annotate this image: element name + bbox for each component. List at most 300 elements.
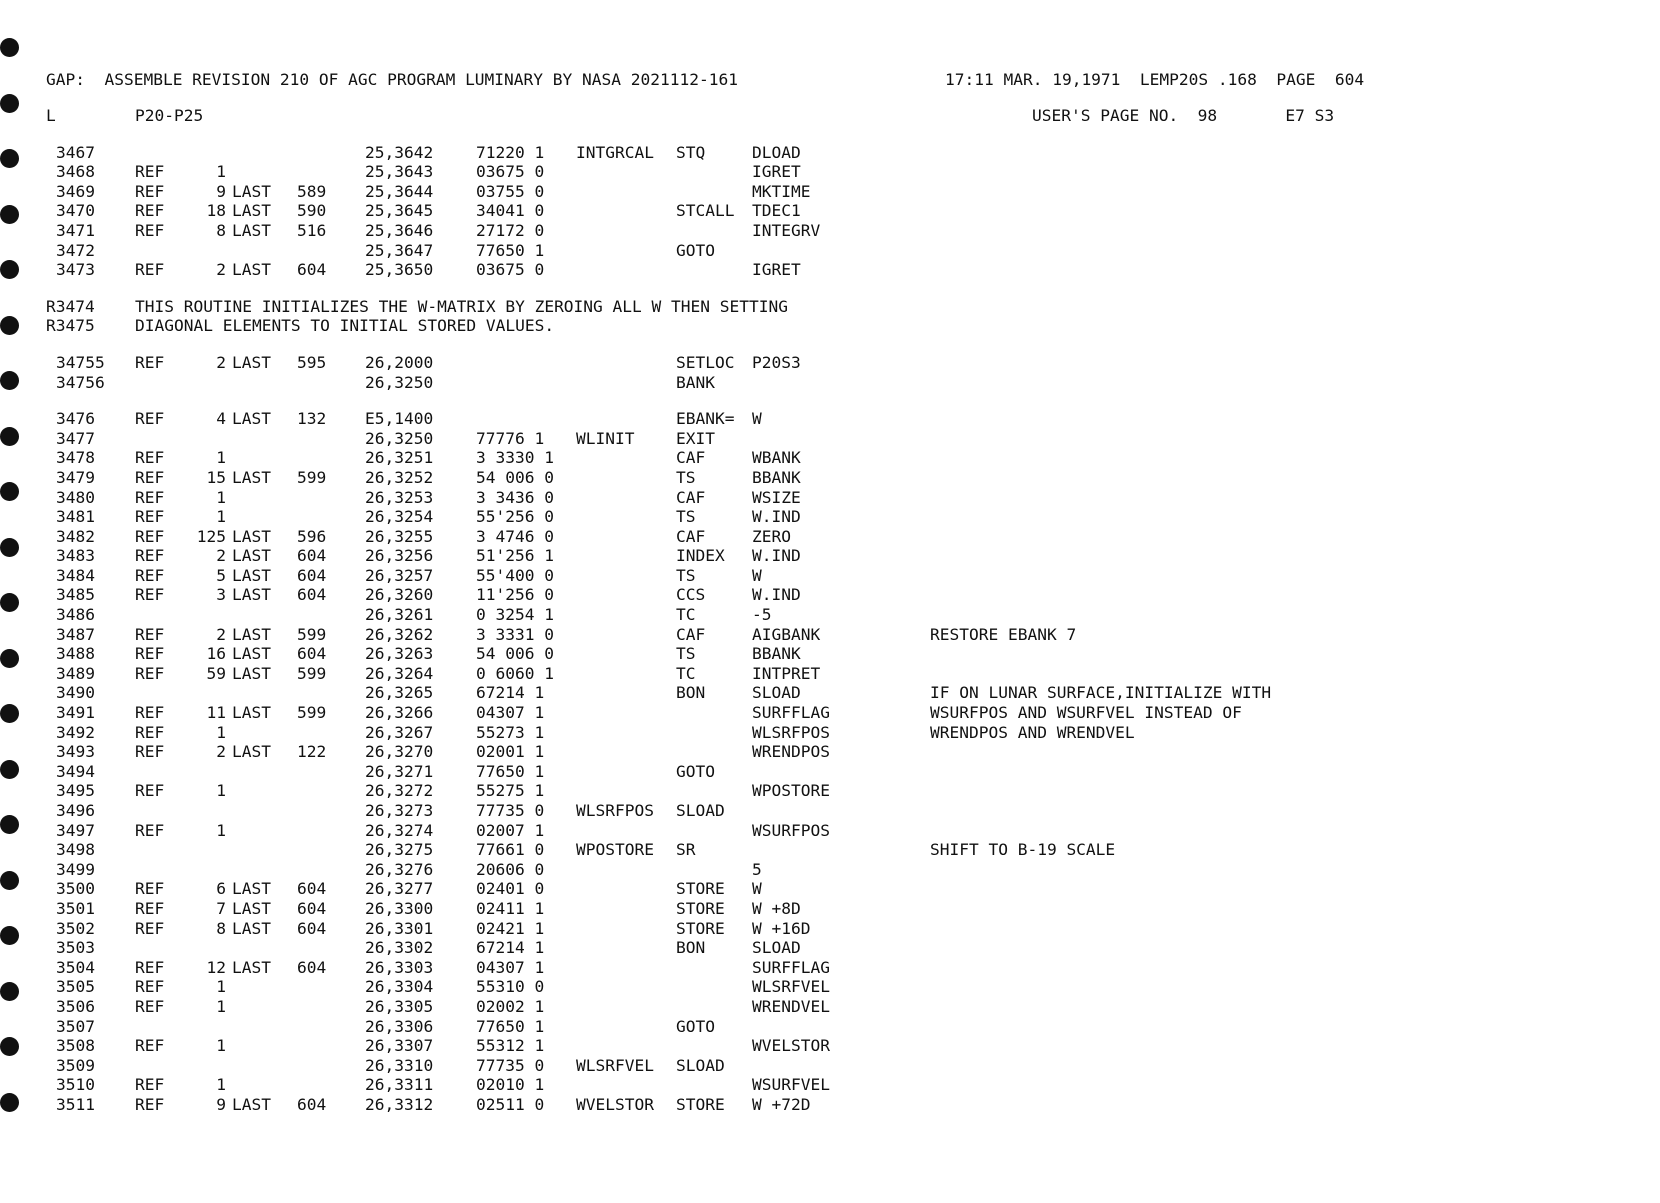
listing-line — [46, 703, 1626, 723]
col-op: STCALL — [676, 201, 735, 221]
col-ref: REF — [135, 918, 165, 938]
col-operand: MKTIME — [752, 181, 811, 201]
col-operand: W — [752, 565, 762, 585]
feed-hole — [0, 649, 19, 668]
feed-hole — [0, 1093, 19, 1112]
col-seq: 3491 — [56, 703, 95, 723]
col-last: LAST — [232, 703, 271, 723]
col-code: 3 4746 0 — [476, 526, 554, 546]
col-seq: 3472 — [56, 240, 95, 260]
col-operand: DLOAD — [752, 142, 801, 162]
col-ref: REF — [135, 507, 165, 527]
col-code: 04307 1 — [476, 703, 545, 723]
col-seq: 3478 — [56, 448, 95, 468]
col-seq: 3481 — [56, 507, 95, 527]
col-addr: 26,3266 — [365, 703, 434, 723]
listing-line — [46, 260, 1626, 280]
col-ref: REF — [135, 742, 165, 762]
listing-line — [46, 546, 1626, 566]
col-addr: 26,3305 — [365, 996, 434, 1016]
col-op: TS — [676, 467, 696, 487]
col-op: CAF — [676, 487, 706, 507]
col-addr: 26,3311 — [365, 1075, 434, 1095]
col-code: 67214 1 — [476, 683, 545, 703]
col-lno: 596 — [297, 526, 327, 546]
col-code: 55312 1 — [476, 1036, 545, 1056]
listing-line — [46, 585, 1626, 605]
col-operand: W — [752, 409, 762, 429]
col-last: LAST — [232, 585, 271, 605]
listing-line — [46, 448, 1626, 468]
col-operand: WLSRFPOS — [752, 722, 830, 742]
tractor-feed-holes — [0, 0, 30, 1203]
col-seq: 34755 — [56, 352, 105, 372]
listing-line — [46, 801, 1626, 821]
col-cnt: 2 — [216, 546, 226, 566]
listing-line — [46, 625, 1626, 645]
listing-line — [46, 977, 1626, 997]
col-operand: SURFFLAG — [752, 957, 830, 977]
col-seq: 3494 — [56, 761, 95, 781]
col-addr: 26,3302 — [365, 938, 434, 958]
col-ref: REF — [135, 977, 165, 997]
col-addr: 26,3256 — [365, 546, 434, 566]
col-cnt: 6 — [216, 879, 226, 899]
col-code: 02411 1 — [476, 898, 545, 918]
col-seq: 3499 — [56, 859, 95, 879]
col-lno: 599 — [297, 624, 327, 644]
col-ref: REF — [135, 879, 165, 899]
col-cnt: 1 — [216, 996, 226, 1016]
remark-line — [46, 297, 1626, 317]
feed-hole — [0, 371, 19, 390]
col-lno: 599 — [297, 663, 327, 683]
col-addr: 26,3271 — [365, 761, 434, 781]
col-operand: AIGBANK — [752, 624, 821, 644]
col-cnt: 11 — [206, 703, 226, 723]
col-code: 3 3436 0 — [476, 487, 554, 507]
col-label: WLINIT — [576, 428, 635, 448]
col-seq: 3476 — [56, 409, 95, 429]
subheader-letter: L — [46, 106, 56, 125]
col-seq: 3495 — [56, 781, 95, 801]
col-op: TS — [676, 565, 696, 585]
listing-line — [46, 468, 1626, 488]
col-cnt: 7 — [216, 898, 226, 918]
col-code: 02007 1 — [476, 820, 545, 840]
col-seq: 3502 — [56, 918, 95, 938]
col-ref: REF — [135, 546, 165, 566]
col-last: LAST — [232, 260, 271, 280]
col-seq: 3497 — [56, 820, 95, 840]
col-operand: WSIZE — [752, 487, 801, 507]
col-cnt: 1 — [216, 820, 226, 840]
col-code: 77661 0 — [476, 840, 545, 860]
col-cnt: 16 — [206, 644, 226, 664]
feed-hole — [0, 760, 19, 779]
page-header — [46, 70, 1626, 106]
col-last: LAST — [232, 565, 271, 585]
col-addr: 26,3253 — [365, 487, 434, 507]
col-op: SLOAD — [676, 1055, 725, 1075]
col-last: LAST — [232, 879, 271, 899]
col-code: 54 006 0 — [476, 644, 554, 664]
col-code: 02002 1 — [476, 996, 545, 1016]
col-last: LAST — [232, 918, 271, 938]
col-ref: REF — [135, 898, 165, 918]
col-ref: REF — [135, 1094, 165, 1114]
feed-hole — [0, 871, 19, 890]
col-cnt: 3 — [216, 585, 226, 605]
col-seq: 3487 — [56, 624, 95, 644]
col-op: CCS — [676, 585, 706, 605]
col-cnt: 2 — [216, 352, 226, 372]
listing-line — [46, 241, 1626, 261]
listing-line — [46, 938, 1626, 958]
col-code: 77650 1 — [476, 1016, 545, 1036]
listing-line — [46, 527, 1626, 547]
col-op: CAF — [676, 448, 706, 468]
col-cnt: 1 — [216, 1075, 226, 1095]
listing-line — [46, 605, 1626, 625]
col-comment: IF ON LUNAR SURFACE,INITIALIZE WITH — [930, 683, 1272, 703]
col-addr: 26,3263 — [365, 644, 434, 664]
feed-hole — [0, 815, 19, 834]
col-op: CAF — [676, 624, 706, 644]
col-code: 20606 0 — [476, 859, 545, 879]
col-label: WPOSTORE — [576, 840, 654, 860]
col-seq: 3467 — [56, 142, 95, 162]
remark-text: DIAGONAL ELEMENTS TO INITIAL STORED VALUES. — [135, 316, 555, 336]
feed-hole — [0, 260, 19, 279]
col-addr: 26,3275 — [365, 840, 434, 860]
col-operand: W.IND — [752, 546, 801, 566]
col-code: 77650 1 — [476, 761, 545, 781]
col-cnt: 8 — [216, 220, 226, 240]
listing-line — [46, 742, 1626, 762]
col-code: 71220 1 — [476, 142, 545, 162]
col-op: EBANK= — [676, 409, 735, 429]
col-code: 04307 1 — [476, 957, 545, 977]
col-op: BON — [676, 938, 706, 958]
remark-seq: R3475 — [46, 316, 95, 336]
col-operand: W.IND — [752, 585, 801, 605]
feed-hole — [0, 538, 19, 557]
listing-line — [46, 373, 1626, 393]
col-seq: 3498 — [56, 840, 95, 860]
col-seq: 3492 — [56, 722, 95, 742]
col-last: LAST — [232, 742, 271, 762]
remark-line — [46, 316, 1626, 336]
col-addr: 26,3307 — [365, 1036, 434, 1056]
col-cnt: 1 — [216, 781, 226, 801]
col-seq: 3469 — [56, 181, 95, 201]
col-ref: REF — [135, 722, 165, 742]
col-ref: REF — [135, 487, 165, 507]
col-addr: 26,3312 — [365, 1094, 434, 1114]
col-operand: W +8D — [752, 898, 801, 918]
col-addr: 26,3267 — [365, 722, 434, 742]
listing-line — [46, 1095, 1626, 1115]
col-last: LAST — [232, 181, 271, 201]
col-ref: REF — [135, 201, 165, 221]
col-lno: 604 — [297, 957, 327, 977]
col-seq: 3507 — [56, 1016, 95, 1036]
col-addr: 26,3261 — [365, 605, 434, 625]
col-last: LAST — [232, 467, 271, 487]
listing-line — [46, 201, 1626, 221]
col-op: STORE — [676, 879, 725, 899]
col-addr: 26,3300 — [365, 898, 434, 918]
col-ref: REF — [135, 162, 165, 182]
col-ref: REF — [135, 624, 165, 644]
col-code: 02401 0 — [476, 879, 545, 899]
col-code: 02010 1 — [476, 1075, 545, 1095]
col-seq: 3504 — [56, 957, 95, 977]
col-code: 0 6060 1 — [476, 663, 554, 683]
col-seq: 3473 — [56, 260, 95, 280]
col-operand: INTEGRV — [752, 220, 821, 240]
col-addr: 26,3306 — [365, 1016, 434, 1036]
col-op: GOTO — [676, 1016, 715, 1036]
feed-hole — [0, 94, 19, 113]
col-op: STORE — [676, 1094, 725, 1114]
col-last: LAST — [232, 220, 271, 240]
feed-hole — [0, 593, 19, 612]
col-seq: 3480 — [56, 487, 95, 507]
col-seq: 3471 — [56, 220, 95, 240]
col-op: TC — [676, 605, 696, 625]
col-ref: REF — [135, 781, 165, 801]
col-lno: 122 — [297, 742, 327, 762]
col-op: STQ — [676, 142, 706, 162]
col-last: LAST — [232, 409, 271, 429]
col-operand: WBANK — [752, 448, 801, 468]
col-seq: 3496 — [56, 801, 95, 820]
listing-line — [46, 899, 1626, 919]
col-cnt: 2 — [216, 624, 226, 644]
col-cnt: 9 — [216, 181, 226, 201]
col-addr: 26,3276 — [365, 859, 434, 879]
col-ref: REF — [135, 409, 165, 429]
remark-seq: R3474 — [46, 296, 95, 316]
col-cnt: 1 — [216, 162, 226, 182]
col-lno: 604 — [297, 260, 327, 280]
col-addr: 26,3301 — [365, 918, 434, 938]
col-addr: 26,3251 — [365, 448, 434, 468]
feed-hole — [0, 482, 19, 501]
col-operand: WRENDPOS — [752, 742, 830, 762]
feed-hole — [0, 704, 19, 723]
col-cnt: 2 — [216, 742, 226, 762]
col-code: 55275 1 — [476, 781, 545, 801]
col-addr: E5,1400 — [365, 409, 434, 429]
col-operand: SLOAD — [752, 938, 801, 958]
listing-line — [46, 997, 1626, 1017]
col-code: 34041 0 — [476, 201, 545, 221]
feed-hole — [0, 1037, 19, 1056]
col-comment: WSURFPOS AND WSURFVEL INSTEAD OF — [930, 703, 1242, 723]
col-seq: 3488 — [56, 644, 95, 664]
col-ref: REF — [135, 663, 165, 683]
listing-line — [46, 683, 1626, 703]
col-ref: REF — [135, 820, 165, 840]
col-code: 77735 0 — [476, 1055, 545, 1075]
col-cnt: 2 — [216, 260, 226, 280]
col-seq: 3503 — [56, 938, 95, 958]
col-op: GOTO — [676, 761, 715, 781]
col-lno: 604 — [297, 644, 327, 664]
feed-hole — [0, 982, 19, 1001]
col-seq: 3506 — [56, 996, 95, 1016]
col-seq: 3468 — [56, 162, 95, 182]
col-lno: 604 — [297, 546, 327, 566]
col-label: INTGRCAL — [576, 142, 654, 162]
col-lno: 604 — [297, 879, 327, 899]
listing-line — [46, 353, 1626, 373]
col-label: WLSRFPOS — [576, 801, 654, 820]
col-addr: 25,3645 — [365, 201, 434, 221]
col-cnt: 1 — [216, 448, 226, 468]
col-seq: 3490 — [56, 683, 95, 703]
col-addr: 26,3272 — [365, 781, 434, 801]
col-seq: 3510 — [56, 1075, 95, 1095]
feed-hole — [0, 316, 19, 335]
col-seq: 34756 — [56, 372, 105, 392]
col-last: LAST — [232, 1094, 271, 1114]
col-seq: 3501 — [56, 898, 95, 918]
col-addr: 26,3250 — [365, 428, 434, 448]
col-code: 03675 0 — [476, 162, 545, 182]
col-addr: 25,3646 — [365, 220, 434, 240]
subheader-section: P20-P25 — [135, 106, 204, 125]
col-op: SR — [676, 840, 696, 860]
listing-line — [46, 821, 1626, 841]
col-code: 77776 1 — [476, 428, 545, 448]
listing-block-3 — [46, 409, 1626, 1114]
col-lno: 132 — [297, 409, 327, 429]
col-seq: 3477 — [56, 428, 95, 448]
col-cnt: 1 — [216, 507, 226, 527]
col-op: INDEX — [676, 546, 725, 566]
header-date-page: 17:11 MAR. 19,1971 LEMP20S .168 PAGE 604 — [945, 70, 1365, 89]
col-code: 11'256 0 — [476, 585, 554, 605]
col-seq: 3482 — [56, 526, 95, 546]
feed-hole — [0, 205, 19, 224]
col-ref: REF — [135, 1036, 165, 1056]
listing-line — [46, 840, 1626, 860]
col-op: CAF — [676, 526, 706, 546]
col-addr: 26,2000 — [365, 352, 434, 372]
col-cnt: 12 — [206, 957, 226, 977]
col-last: LAST — [232, 663, 271, 683]
listing-line — [46, 1017, 1626, 1037]
col-code: 3 3330 1 — [476, 448, 554, 468]
feed-hole — [0, 149, 19, 168]
listing-line — [46, 409, 1626, 429]
col-op: BANK — [676, 372, 715, 392]
col-ref: REF — [135, 565, 165, 585]
col-operand: W.IND — [752, 507, 801, 527]
listing-line — [46, 488, 1626, 508]
col-addr: 26,3252 — [365, 467, 434, 487]
col-ref: REF — [135, 996, 165, 1016]
col-addr: 26,3270 — [365, 742, 434, 762]
col-cnt: 15 — [206, 467, 226, 487]
col-seq: 3485 — [56, 585, 95, 605]
col-cnt: 4 — [216, 409, 226, 429]
col-last: LAST — [232, 644, 271, 664]
listing-line — [46, 566, 1626, 586]
col-cnt: 59 — [206, 663, 226, 683]
col-seq: 3470 — [56, 201, 95, 221]
col-addr: 26,3303 — [365, 957, 434, 977]
col-code: 51'256 1 — [476, 546, 554, 566]
col-operand: WVELSTOR — [752, 1036, 830, 1056]
col-ref: REF — [135, 260, 165, 280]
col-lno: 604 — [297, 918, 327, 938]
listing-line — [46, 664, 1626, 684]
col-last: LAST — [232, 898, 271, 918]
listing-page — [46, 70, 1626, 1115]
col-lno: 604 — [297, 1094, 327, 1114]
col-lno: 599 — [297, 467, 327, 487]
col-operand: W — [752, 879, 762, 899]
col-code: 02511 0 — [476, 1094, 545, 1114]
col-op: STORE — [676, 898, 725, 918]
col-addr: 26,3273 — [365, 801, 434, 820]
col-operand: INTPRET — [752, 663, 821, 683]
listing-line — [46, 879, 1626, 899]
col-label: WLSRFVEL — [576, 1055, 654, 1075]
col-addr: 26,3277 — [365, 879, 434, 899]
listing-line — [46, 860, 1626, 880]
col-lno: 595 — [297, 352, 327, 372]
col-seq: 3508 — [56, 1036, 95, 1056]
col-ref: REF — [135, 467, 165, 487]
col-addr: 25,3650 — [365, 260, 434, 280]
col-operand: TDEC1 — [752, 201, 801, 221]
listing-line — [46, 162, 1626, 182]
col-op: EXIT — [676, 428, 715, 448]
col-last: LAST — [232, 201, 271, 221]
listing-block-1 — [46, 143, 1626, 280]
listing-line — [46, 507, 1626, 527]
col-code: 77735 0 — [476, 801, 545, 820]
header-title: GAP: ASSEMBLE REVISION 210 OF AGC PROGRAM LUMINARY BY NASA 2021112-161 — [46, 70, 738, 89]
col-code: 67214 1 — [476, 938, 545, 958]
listing-line — [46, 1036, 1626, 1056]
col-operand: BBANK — [752, 467, 801, 487]
col-seq: 3511 — [56, 1094, 95, 1114]
col-op: GOTO — [676, 240, 715, 260]
col-lno: 516 — [297, 220, 327, 240]
col-code: 27172 0 — [476, 220, 545, 240]
col-seq: 3486 — [56, 605, 95, 625]
listing-line — [46, 143, 1626, 163]
col-operand: W +16D — [752, 918, 811, 938]
listing-line — [46, 182, 1626, 202]
listing-line — [46, 762, 1626, 782]
col-cnt: 1 — [216, 977, 226, 997]
col-last: LAST — [232, 624, 271, 644]
col-op: TS — [676, 644, 696, 664]
listing-line — [46, 958, 1626, 978]
col-ref: REF — [135, 220, 165, 240]
listing-line — [46, 919, 1626, 939]
subheader-user-page: USER'S PAGE NO. 98 E7 S3 — [1032, 106, 1335, 125]
col-ref: REF — [135, 526, 165, 546]
